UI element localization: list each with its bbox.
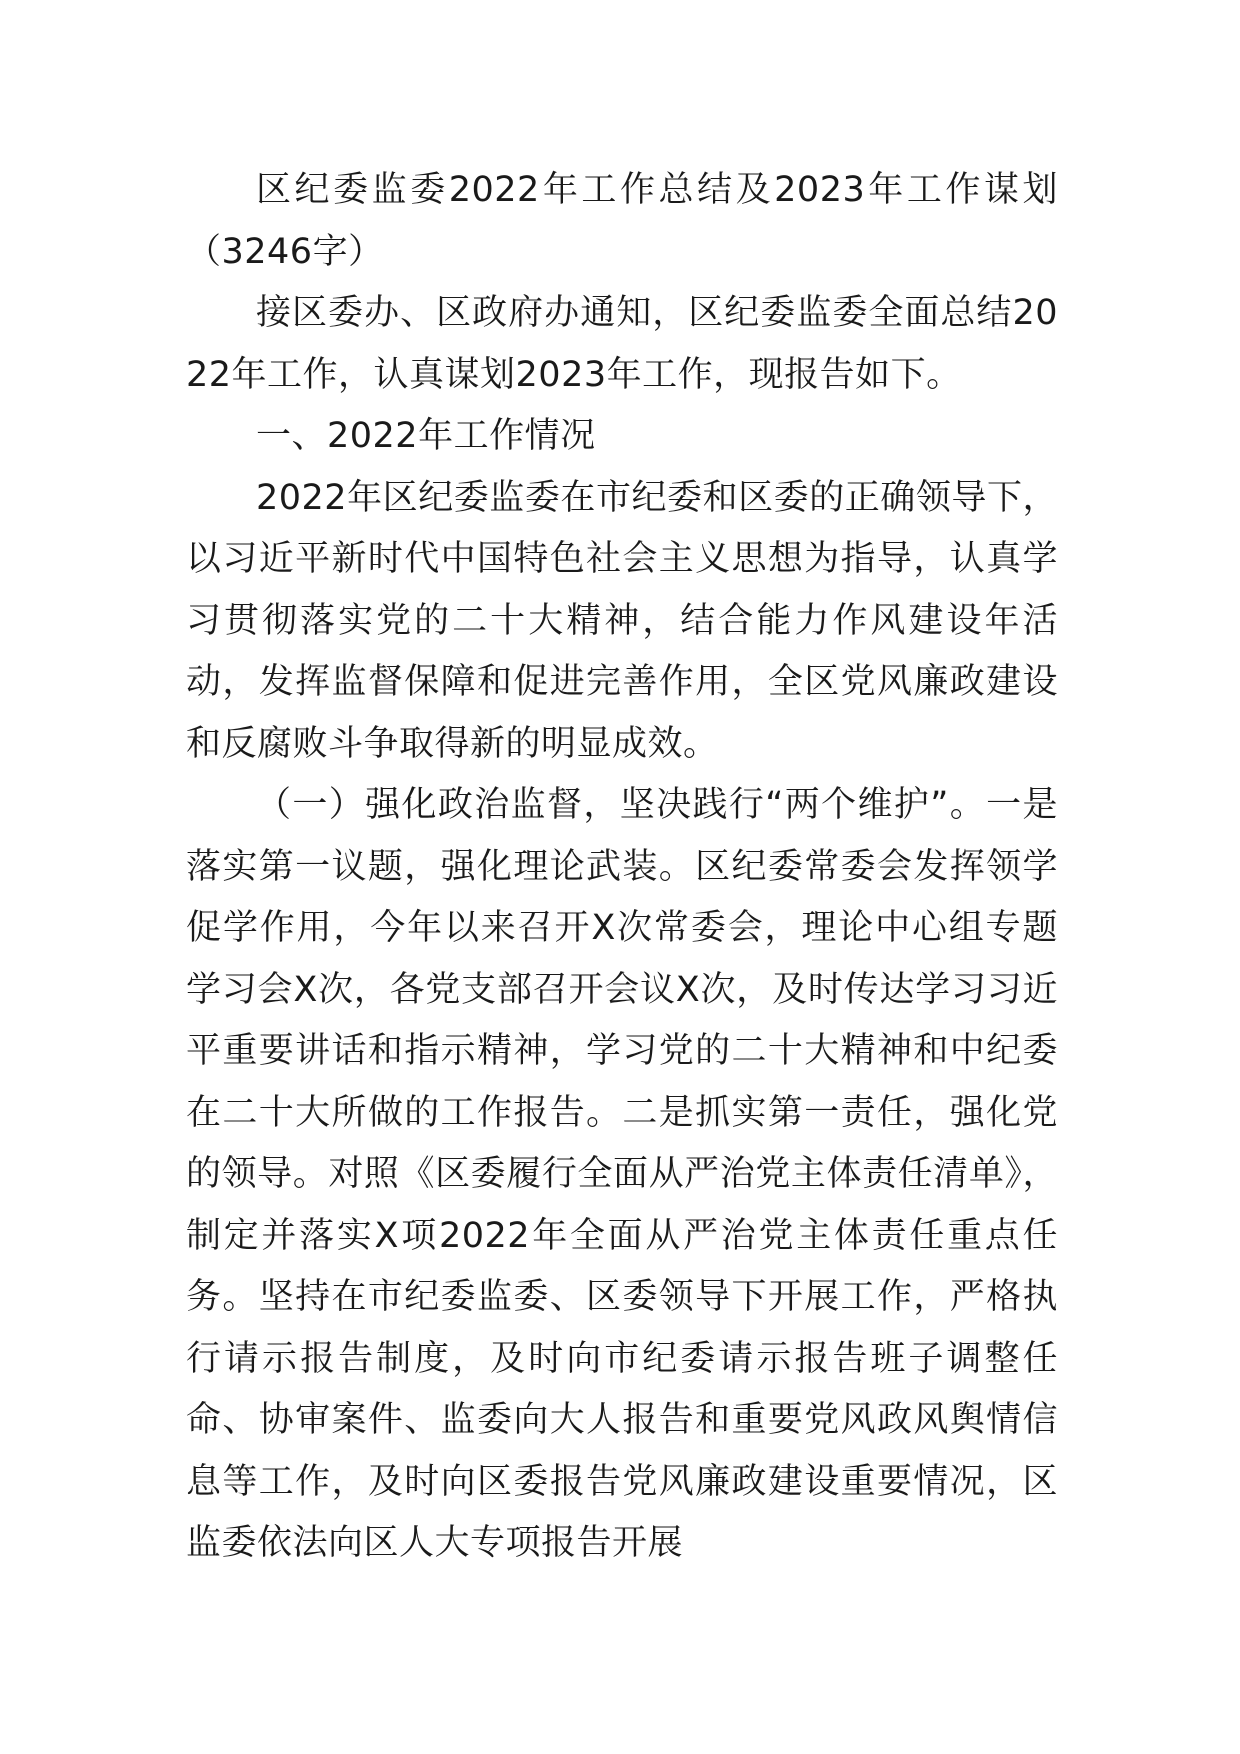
document-body [186,160,1058,1575]
document-title: 区纪委监委2022年工作总结及2023年工作谋划（3246字） [186,170,1058,272]
intro-paragraph: 接区委办、区政府办通知，区纪委监委全面总结2022年工作，认真谋划2023年工作，现报告如下。 [186,293,1058,395]
section-heading: 一、2022年工作情况 [256,416,596,456]
subsection-paragraph: （一）强化政治监督，坚决践行“两个维护”。一是落实第一议题，强化理论武装。区纪委常委会发挥领学促学作用，今年以来召开X次常委会，理论中心组专题学习会X次，各党支部召开会议X次，及时传达学习习近平重要讲话和指示精神，学习党的二十大精神和中纪委在二十大所做的工作报告。二是抓实第一责任，强化党的领导。对照《区委履行全面从严治党主体责任清单》，制定并落实X项2022年全面从严治党主体责任重点任务。坚持在市纪委监委、区委领导下开展工作，严格执行请示报告制度，及时向市纪委请示报告班子调整任命、协审案件、监委向大人报告和重要党风政风舆情信息等工作，及时向区委报告党风廉政建设重要情况，区监委依法向区人大专项报告开展 [186,785,1058,1563]
summary-paragraph: 2022年区纪委监委在市纪委和区委的正确领导下，以习近平新时代中国特色社会主义思想为指导，认真学习贯彻落实党的二十大精神，结合能力作风建设年活动，发挥监督保障和促进完善作用，全区党风廉政建设和反腐败斗争取得新的明显成效。 [186,477,1058,764]
